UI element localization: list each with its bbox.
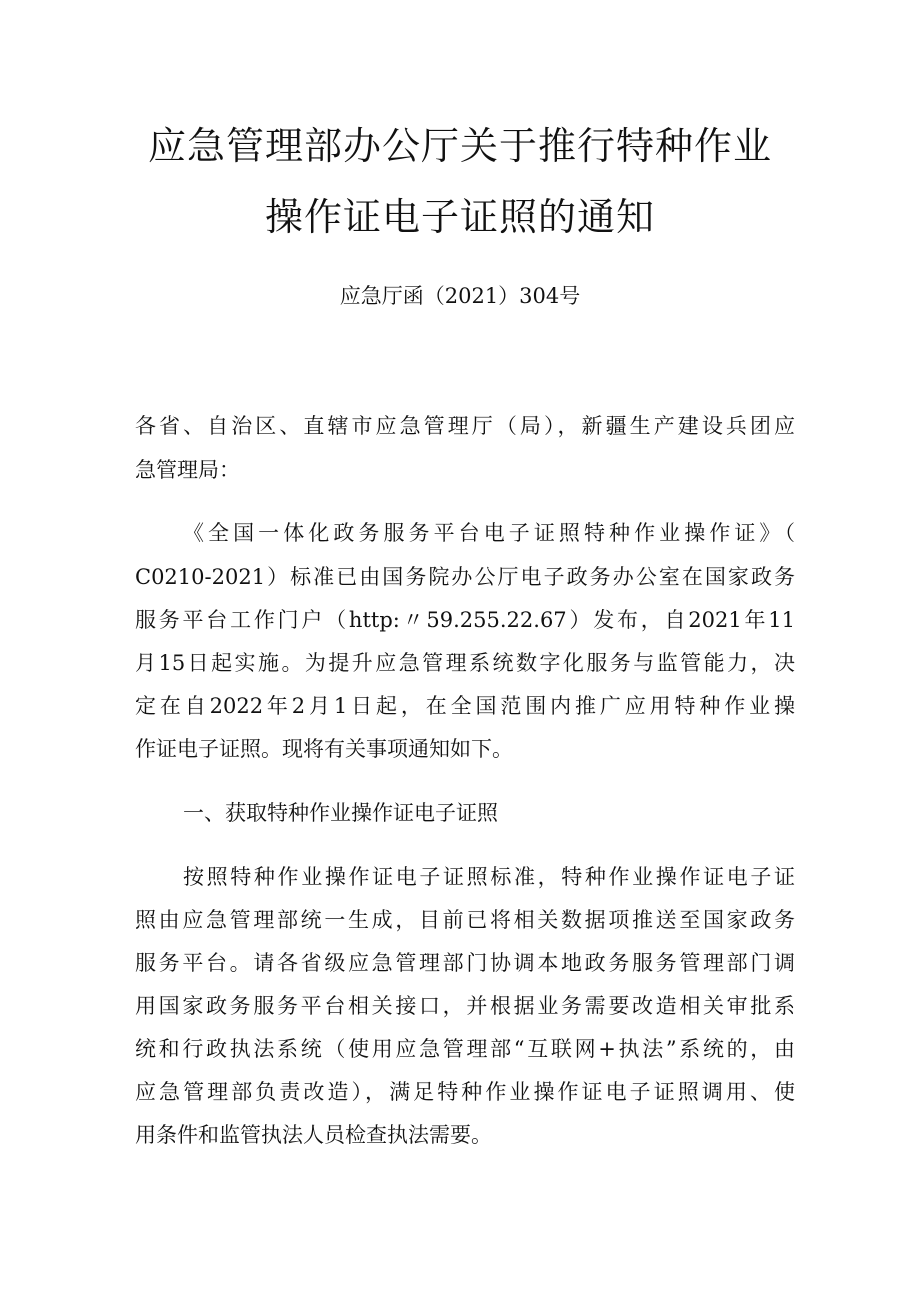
paragraph-2-line-3: 服务平台。请各省级应急管理部门协调本地政务服务管理部门调 — [135, 951, 795, 975]
paragraph-1-line-2: C0210-2021）标准已由国务院办公厅电子政务办公室在国家政务 — [135, 565, 795, 589]
paragraph-1-line-4: 月15日起实施。为提升应急管理系统数字化服务与监管能力，决 — [135, 651, 795, 675]
paragraph-2-line-6: 应急管理部负责改造），满足特种作业操作证电子证照调用、使 — [135, 1080, 795, 1104]
title-line-2: 操作证电子证照的通知 — [264, 195, 655, 239]
paragraph-2-line-4: 用国家政务服务平台相关接口，并根据业务需要改造相关审批系 — [135, 994, 795, 1018]
paragraph-1-line-5: 定在自2022年2月1日起，在全国范围内推广应用特种作业操 — [135, 694, 795, 718]
paragraph-1-line-6: 作证电子证照。现将有关事项通知如下。 — [135, 737, 513, 761]
paragraph-2-line-5: 统和行政执法系统（使用应急管理部“互联网+执法”系统的，由 — [135, 1037, 795, 1061]
title-line-1: 应急管理部办公厅关于推行特种作业 — [147, 124, 772, 168]
section-1-heading: 一、获取特种作业操作证电子证照 — [183, 801, 498, 825]
recipient-line-1: 各省、自治区、直辖市应急管理厅（局），新疆生产建设兵团应 — [135, 414, 795, 438]
paragraph-2-line-2: 照由应急管理部统一生成，目前已将相关数据项推送至国家政务 — [135, 908, 795, 932]
paragraph-2-line-7: 用条件和监管执法人员检查执法需要。 — [135, 1123, 492, 1147]
recipient-line-2: 急管理局： — [135, 458, 240, 482]
paragraph-1-line-1: 《全国一体化政务服务平台电子证照特种作业操作证》（ — [183, 521, 795, 545]
paragraph-1-line-3: 服务平台工作门户（http:〃59.255.22.67）发布，自2021年11 — [135, 608, 795, 632]
paragraph-2-line-1: 按照特种作业操作证电子证照标准，特种作业操作证电子证 — [183, 865, 795, 889]
document-number: 应急厅函（2021）304号 — [339, 284, 581, 308]
